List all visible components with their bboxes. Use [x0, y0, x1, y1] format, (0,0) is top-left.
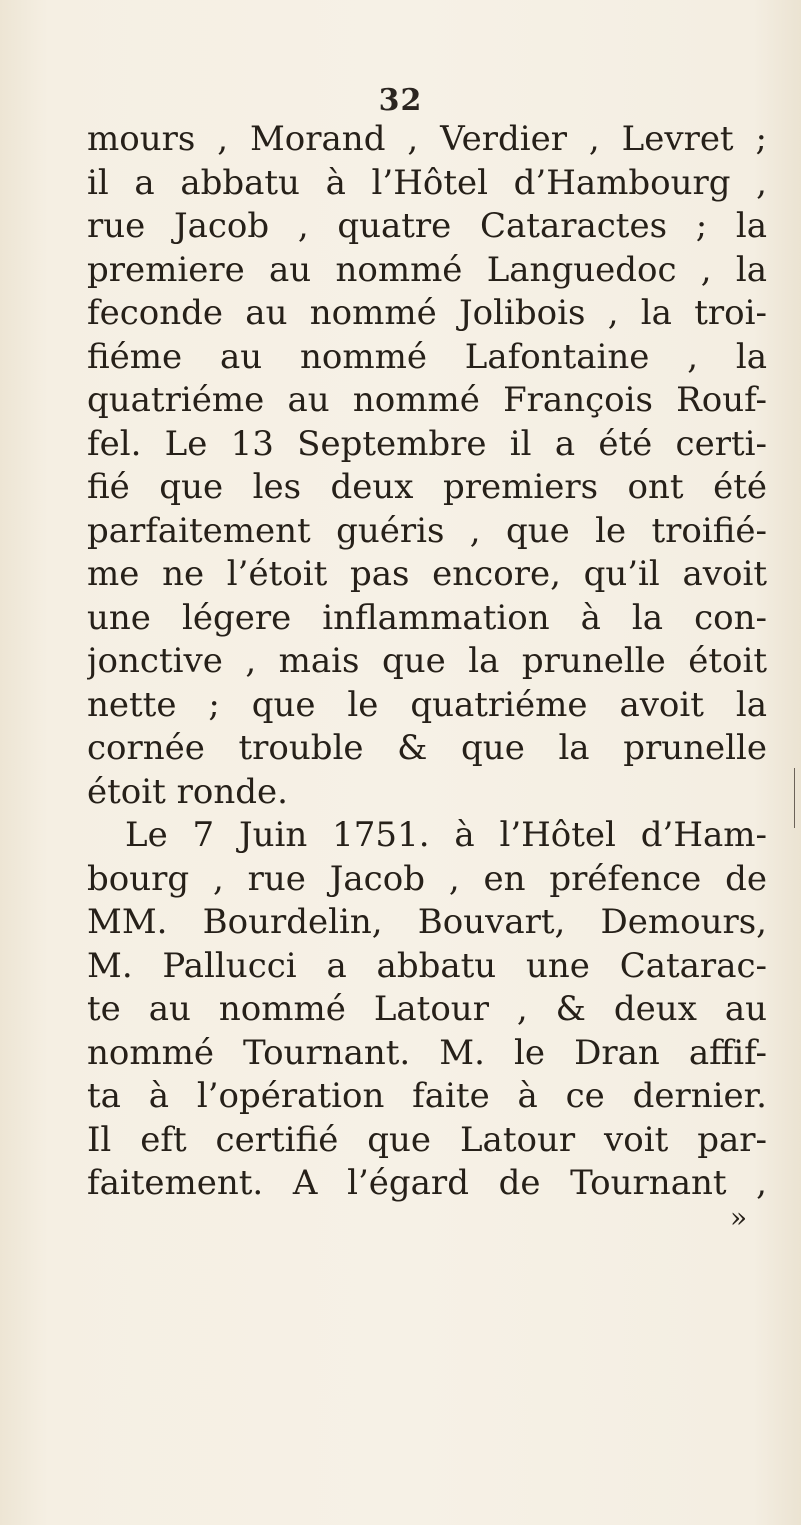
text-line: cornée trouble & que la prunelle — [87, 728, 767, 768]
text-line: nette ; que le quatriéme avoit la — [87, 684, 767, 725]
text-line: fiéme au nommé Lafontaine , la — [87, 336, 767, 377]
text-line: bourg , rue Jacob , en préfence de — [87, 858, 767, 899]
text-line: parfaitement guéris , que le troifié- — [87, 510, 767, 551]
text-line: nommé Tournant. M. le Dran affif- — [87, 1032, 767, 1073]
text-line: faitement. A l’égard de Tournant , — [87, 1163, 767, 1203]
text-line: premiere au nommé Languedoc , la — [87, 249, 767, 290]
text-line: rue Jacob , quatre Cataractes ; la — [87, 206, 767, 246]
text-line: jonctive , mais que la prunelle étoit — [87, 641, 767, 681]
text-line: ta à l’opération faite à ce dernier. — [87, 1076, 767, 1116]
text-line: feconde au nommé Jolibois , la troi- — [87, 293, 767, 333]
text-line: fel. Le 13 Septembre il a été certi- — [87, 423, 767, 464]
text-line: quatriéme au nommé François Rouf- — [87, 380, 767, 420]
text-line: M. Pallucci a abbatu une Catarac- — [87, 945, 767, 986]
paragraph-start-line: Le 7 Juin 1751. à l’Hôtel d’Ham- — [125, 815, 767, 855]
text-line: Il eft certifié que Latour voit par- — [87, 1119, 767, 1160]
text-line: une légere inflammation à la con- — [87, 597, 767, 638]
text-line: étoit ronde. — [87, 771, 288, 812]
body-text — [87, 118, 767, 1206]
text-line: mours , Morand , Verdier , Levret ; — [87, 119, 767, 159]
text-line: fié que les deux premiers ont été — [87, 467, 767, 507]
text-line: il a abbatu à l’Hôtel d’Hambourg , — [87, 162, 767, 203]
margin-mark — [794, 768, 795, 828]
page-number: 32 — [378, 83, 423, 118]
text-line: MM. Bourdelin, Bouvart, Demours, — [87, 902, 767, 942]
text-line: te au nommé Latour , & deux au — [87, 989, 767, 1029]
catchword: » — [730, 1201, 748, 1234]
text-line: me ne l’étoit pas encore, qu’il avoit — [87, 554, 767, 594]
